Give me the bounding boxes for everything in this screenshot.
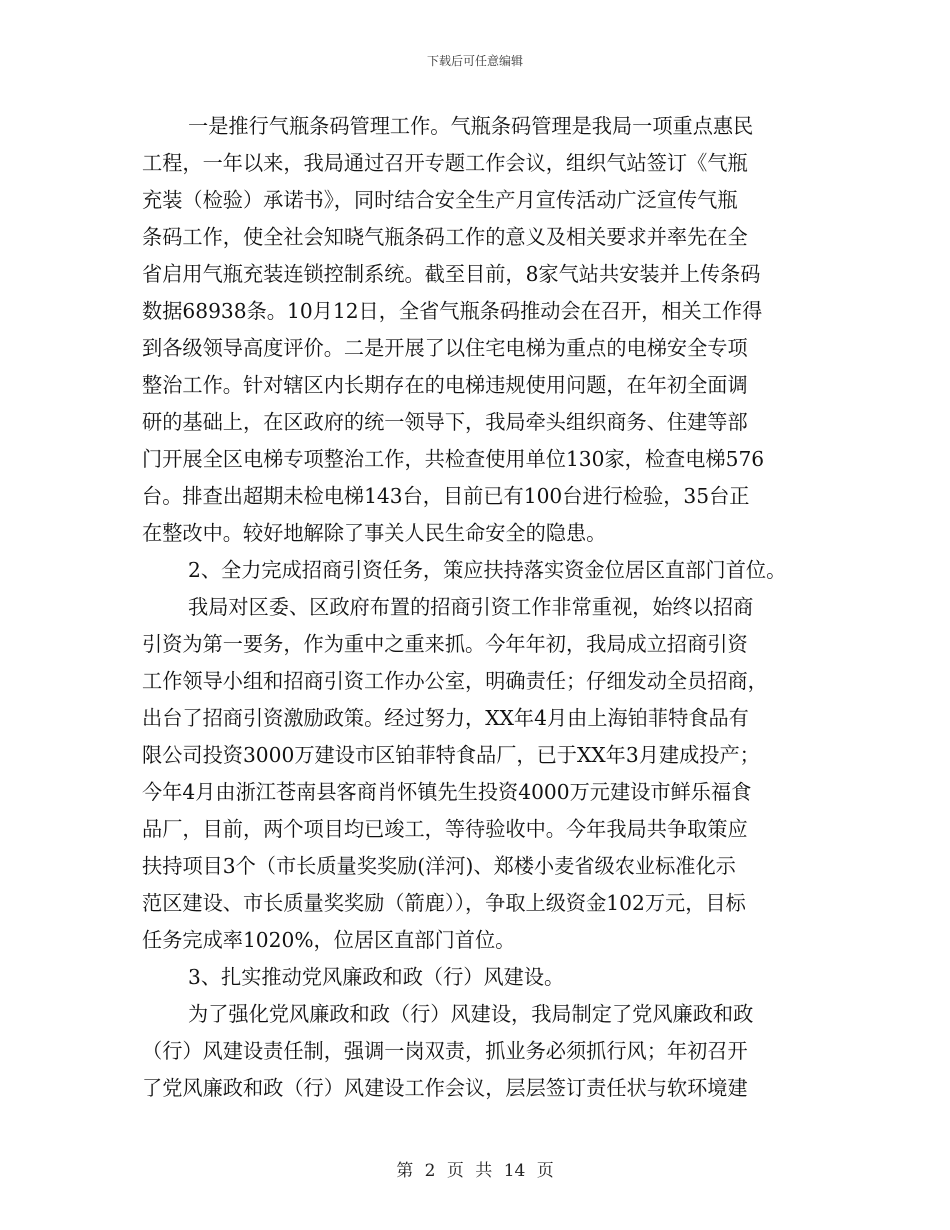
text-line: 一是推行气瓶条码管理工作。气瓶条码管理是我局一项重点惠民 [188,114,754,138]
page-header-note: 下载后可任意编辑 [426,54,523,68]
text-line: 省启用气瓶充装连锁控制系统。截至目前，8家气站共安装并上传条码 [142,262,761,286]
text-line: 扶持项目3个（市长质量奖奖励(洋河)、郑楼小麦省级农业标准化示 [142,854,736,878]
text-line: 整治工作。针对辖区内长期存在的电梯违规使用问题，在年初全面调 [142,373,748,397]
text-line: 研的基础上，在区政府的统一领导下，我局牵头组织商务、住建等部 [142,410,748,434]
text-line: 今年4月由浙江苍南县客商肖怀镇先生投资4000万元建设市鲜乐福食 [142,780,752,804]
text-line: 出台了招商引资激励政策。经过努力，XX年4月由上海铂菲特食品有 [142,706,749,730]
text-line: 条码工作，使全社会知晓气瓶条码工作的意义及相关要求并率先在全 [142,225,748,249]
text-line: 在整改中。较好地解除了事关人民生命安全的隐患。 [142,521,607,545]
text-line: 范区建设、市长质量奖奖励（箭鹿）），争取上级资金102万元，目标 [142,891,746,915]
text-line: 为了强化党风廉政和政（行）风建设，我局制定了党风廉政和政 [188,1002,754,1026]
page-number: 第 2 页 共 14 页 [396,1161,554,1181]
text-line: 引资为第一要务，作为重中之重来抓。今年年初，我局成立招商引资 [142,632,748,656]
text-line: （行）风建设责任制，强调一岗双责，抓业务必须抓行风；年初召开 [142,1039,748,1063]
text-line: 品厂，目前，两个项目均已竣工，等待验收中。今年我局共争取策应 [142,817,748,841]
section-heading: 2、全力完成招商引资任务，策应扶持落实资金位居区直部门首位。 [188,558,787,582]
text-line: 了党风廉政和政（行）风建设工作会议，层层签订责任状与软环境建 [142,1076,748,1100]
text-line: 充装（检验）承诺书》，同时结合安全生产月宣传活动广泛宣传气瓶 [142,188,738,212]
text-line: 台。排查出超期未检电梯143台，目前已有100台进行检验，35台正 [142,484,750,508]
text-line: 数据68938条。10月12日，全省气瓶条码推动会在召开，相关工作得 [142,299,763,323]
section-heading: 3、扎实推动党风廉政和政（行）风建设。 [188,965,565,989]
text-line: 限公司投资3000万建设市区铂菲特食品厂，已于XX年3月建成投产； [142,743,760,767]
text-line: 工程，一年以来，我局通过召开专题工作会议，组织气站签订《气瓶 [142,151,748,175]
text-line: 我局对区委、区政府布置的招商引资工作非常重视，始终以招商 [188,595,754,619]
text-line: 到各级领导高度评价。二是开展了以住宅电梯为重点的电梯安全专项 [142,336,748,360]
text-line: 门开展全区电梯专项整治工作，共检查使用单位130家，检查电梯576 [142,447,765,471]
text-line: 任务完成率1020%，位居区直部门首位。 [142,928,516,952]
text-line: 工作领导小组和招商引资工作办公室，明确责任；仔细发动全员招商， [142,669,768,693]
